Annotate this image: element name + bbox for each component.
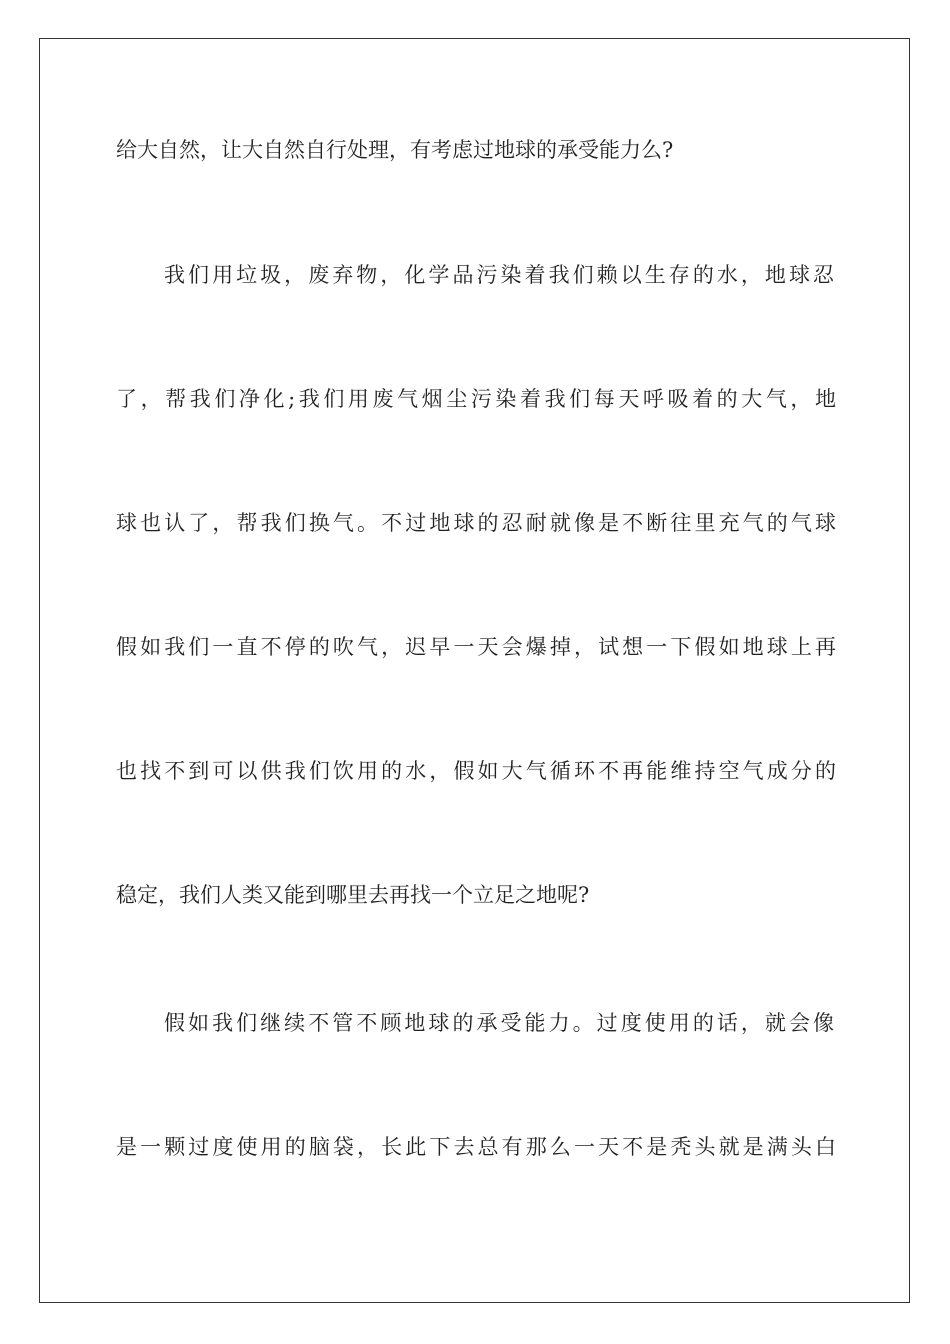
text-line-9: 是一颗过度使用的脑袋，长此下去总有那么一天不是秃头就是满头白 — [116, 1135, 836, 1159]
text-line-3: 了，帮我们净化;我们用废气烟尘污染着我们每天呼吸着的大气，地 — [116, 387, 836, 411]
text-line-1: 给大自然，让大自然自行处理，有考虑过地球的承受能力么? — [116, 138, 674, 162]
text-line-5: 假如我们一直不停的吹气，迟早一天会爆掉，试想一下假如地球上再 — [116, 635, 836, 659]
page-border — [39, 38, 910, 1303]
text-line-6: 也找不到可以供我们饮用的水，假如大气循环不再能维持空气成分的 — [116, 759, 836, 783]
text-line-2: 我们用垃圾，废弃物，化学品污染着我们赖以生存的水，地球忍 — [164, 263, 834, 287]
text-line-8: 假如我们继续不管不顾地球的承受能力。过度使用的话，就会像 — [164, 1011, 834, 1035]
text-line-4: 球也认了，帮我们换气。不过地球的忍耐就像是不断往里充气的气球 — [116, 511, 836, 535]
text-line-7: 稳定，我们人类又能到哪里去再找一个立足之地呢? — [116, 883, 590, 907]
